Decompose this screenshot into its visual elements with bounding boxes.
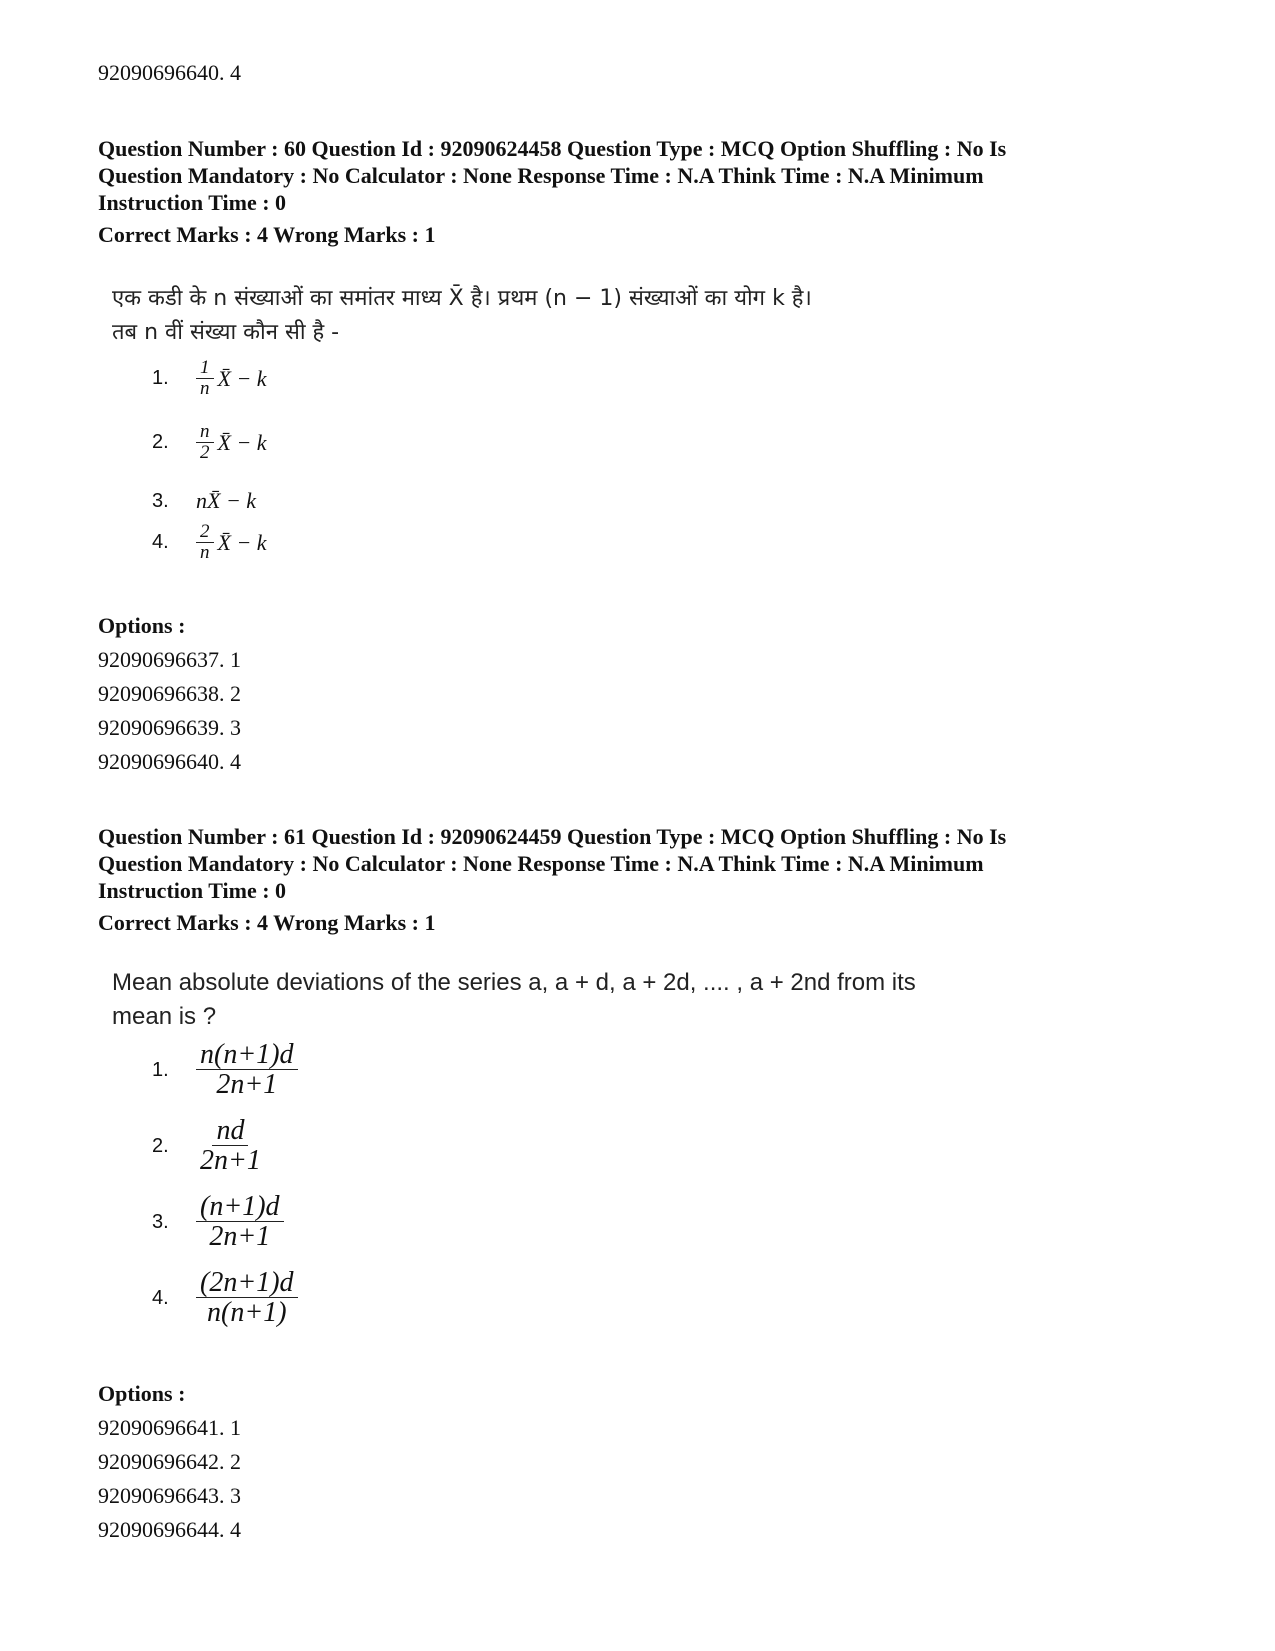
choice-number: 3. bbox=[152, 489, 169, 512]
q60-option-2: 92090696638. 2 bbox=[98, 681, 241, 706]
q61-header-line2: Question Mandatory : No Calculator : None Response Time : N.A Think Time : N.A Minimum bbox=[98, 851, 984, 876]
choice-number: 1. bbox=[152, 1059, 169, 1082]
q61-option-2: 92090696642. 2 bbox=[98, 1449, 241, 1474]
choice-expression: X̄ − k bbox=[217, 529, 267, 555]
q61-marks: Correct Marks : 4 Wrong Marks : 1 bbox=[98, 910, 436, 935]
q60-option-4: 92090696640. 4 bbox=[98, 749, 241, 774]
fraction-denominator: 2n+1 bbox=[216, 1069, 278, 1101]
fraction bbox=[196, 1040, 298, 1101]
q61-option-4: 92090696644. 4 bbox=[98, 1517, 241, 1542]
fraction-denominator: n(n+1) bbox=[207, 1297, 287, 1329]
q60-choice-4 bbox=[152, 522, 267, 564]
q60-question-line1: एक कडी के n संख्याओं का समांतर माध्य X̄ है। प्रथम (n − 1) संख्याओं का योग k है। bbox=[112, 286, 812, 311]
fraction bbox=[196, 522, 214, 564]
q61-choice-3 bbox=[152, 1192, 284, 1253]
q60-choice-1 bbox=[152, 358, 267, 400]
q61-choice-1 bbox=[152, 1040, 298, 1101]
choice-number: 2. bbox=[152, 431, 169, 454]
q61-option-1: 92090696641. 1 bbox=[98, 1415, 241, 1440]
q60-options-label: Options : bbox=[98, 613, 186, 638]
fraction-denominator: n bbox=[200, 541, 210, 563]
choice-number: 4. bbox=[152, 531, 169, 554]
choice-number: 2. bbox=[152, 1135, 169, 1158]
fraction-denominator: n bbox=[200, 377, 210, 399]
fraction-denominator: 2n+1 bbox=[209, 1221, 271, 1253]
q60-header-line1: Question Number : 60 Question Id : 92090624458 Question Type : MCQ Option Shuffling : No Is bbox=[98, 136, 1007, 161]
fraction bbox=[196, 1268, 298, 1329]
fraction bbox=[196, 1192, 284, 1253]
fraction-numerator: n(n+1)d bbox=[196, 1040, 298, 1070]
choice-expression: X̄ − k bbox=[217, 365, 267, 391]
choice-number: 1. bbox=[152, 367, 169, 390]
q61-options-label: Options : bbox=[98, 1381, 186, 1406]
q60-question-line2: तब n वीं संख्या कौन सी है - bbox=[112, 320, 340, 345]
fraction-denominator: 2n+1 bbox=[200, 1145, 261, 1177]
fraction-numerator: 2 bbox=[196, 522, 214, 543]
q60-header-line2: Question Mandatory : No Calculator : None Response Time : N.A Think Time : N.A Minimum bbox=[98, 163, 984, 188]
q61-header-line3: Instruction Time : 0 bbox=[98, 878, 287, 903]
q60-choice-3 bbox=[152, 488, 256, 514]
previous-option: 92090696640. 4 bbox=[98, 60, 241, 85]
q61-option-3: 92090696643. 3 bbox=[98, 1483, 241, 1508]
fraction bbox=[196, 422, 214, 464]
q60-option-3: 92090696639. 3 bbox=[98, 715, 241, 740]
choice-number: 4. bbox=[152, 1287, 169, 1310]
q61-question-image bbox=[112, 966, 916, 1034]
q60-header-line3: Instruction Time : 0 bbox=[98, 190, 287, 215]
fraction-numerator: (n+1)d bbox=[196, 1192, 284, 1222]
q60-question-image bbox=[112, 282, 812, 350]
q60-marks: Correct Marks : 4 Wrong Marks : 1 bbox=[98, 222, 436, 247]
q61-header-line1: Question Number : 61 Question Id : 92090624459 Question Type : MCQ Option Shuffling : No Is bbox=[98, 824, 1007, 849]
q61-choice-2 bbox=[152, 1116, 265, 1177]
q61-question-line2: mean is ? bbox=[112, 1003, 217, 1030]
choice-expression: nX̄ − k bbox=[196, 488, 257, 513]
fraction bbox=[196, 1116, 265, 1177]
fraction-denominator: 2 bbox=[200, 441, 210, 463]
q61-question-line1: Mean absolute deviations of the series a, a + d, a + 2d, .... , a + 2nd from its bbox=[112, 969, 916, 996]
q61-choice-4 bbox=[152, 1268, 298, 1329]
choice-number: 3. bbox=[152, 1211, 169, 1234]
choice-expression: X̄ − k bbox=[217, 429, 267, 455]
fraction bbox=[196, 358, 214, 400]
q60-option-1: 92090696637. 1 bbox=[98, 647, 241, 672]
fraction-numerator: n bbox=[196, 422, 214, 443]
fraction-numerator: nd bbox=[212, 1116, 248, 1146]
fraction-numerator: 1 bbox=[196, 358, 214, 379]
q60-choice-2 bbox=[152, 422, 267, 464]
fraction-numerator: (2n+1)d bbox=[196, 1268, 298, 1298]
